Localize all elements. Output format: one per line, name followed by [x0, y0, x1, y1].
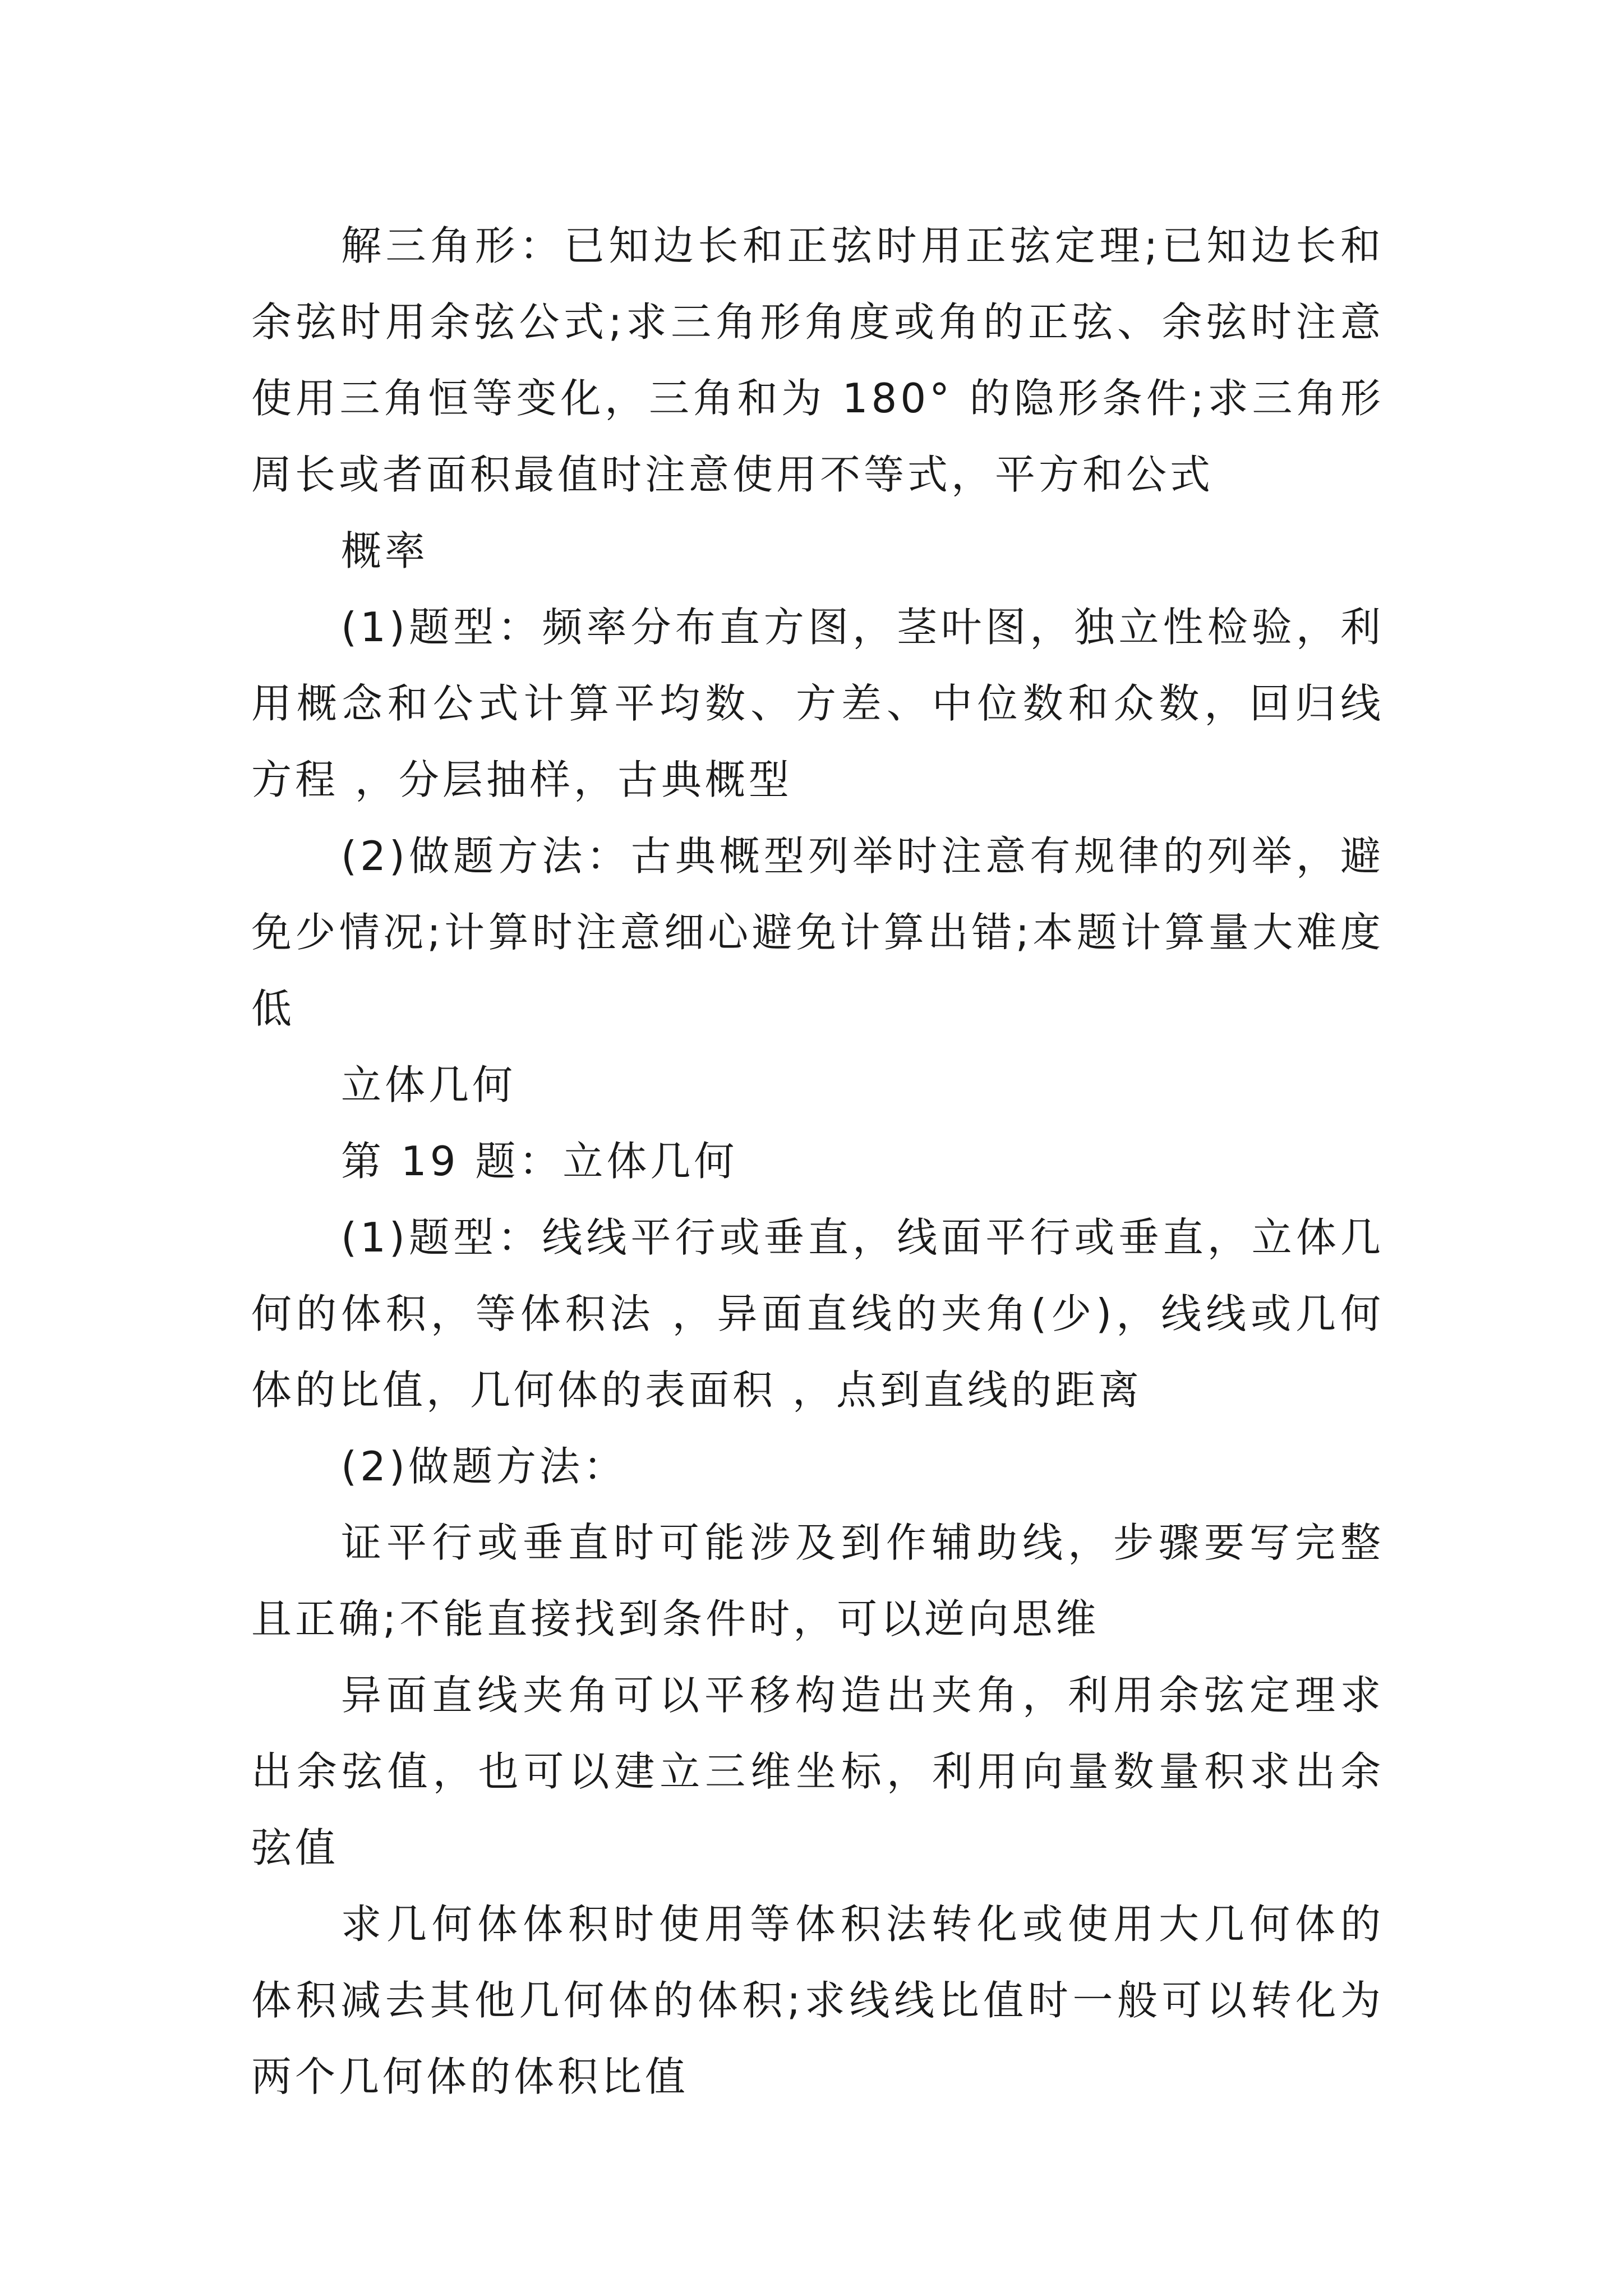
paragraph-solve-triangle: 解三角形：已知边长和正弦时用正弦定理;已知边长和余弦时用余弦公式;求三角形角度或角的正弦、余弦时注意使用三角恒等变化，三角和为 180° 的隐形条件;求三角形周长或者面积最值时注意使用不等式，平方和公式 [251, 222, 1384, 498]
paragraph-skew-lines-angle: 异面直线夹角可以平移构造出夹角，利用余弦定理求出余弦值，也可以建立三维坐标，利用向量数量积求出余弦值 [251, 1672, 1384, 1871]
paragraph-geometry-methods-heading: (2)做题方法： [341, 1443, 627, 1490]
paragraph-parallel-perpendicular-proof: 证平行或垂直时可能涉及到作辅助线，步骤要写完整且正确;不能直接找到条件时，可以逆向思维 [251, 1519, 1384, 1642]
document-body [251, 208, 1384, 2115]
section-heading-probability: 概率 [341, 527, 429, 574]
section-heading-solid-geometry: 立体几何 [341, 1061, 517, 1108]
question-19-heading: 第 19 题：立体几何 [341, 1138, 738, 1185]
paragraph-volume-ratio: 求几何体体积时使用等体积法转化或使用大几何体的体积减去其他几何体的体积;求线线比值时一般可以转化为两个几何体的体积比值 [251, 1901, 1384, 2100]
paragraph-probability-question-types: (1)题型：频率分布直方图，茎叶图，独立性检验，利用概念和公式计算平均数、方差、中位数和众数，回归线方程 ，分层抽样，古典概型 [251, 604, 1384, 803]
paragraph-geometry-question-types: (1)题型：线线平行或垂直，线面平行或垂直，立体几何的体积，等体积法 ，异面直线的夹角(少)，线线或几何体的比值，几何体的表面积 ，点到直线的距离 [251, 1214, 1384, 1414]
paragraph-probability-methods: (2)做题方法：古典概型列举时注意有规律的列举，避免少情况;计算时注意细心避免计算出错;本题计算量大难度低 [251, 832, 1384, 1032]
